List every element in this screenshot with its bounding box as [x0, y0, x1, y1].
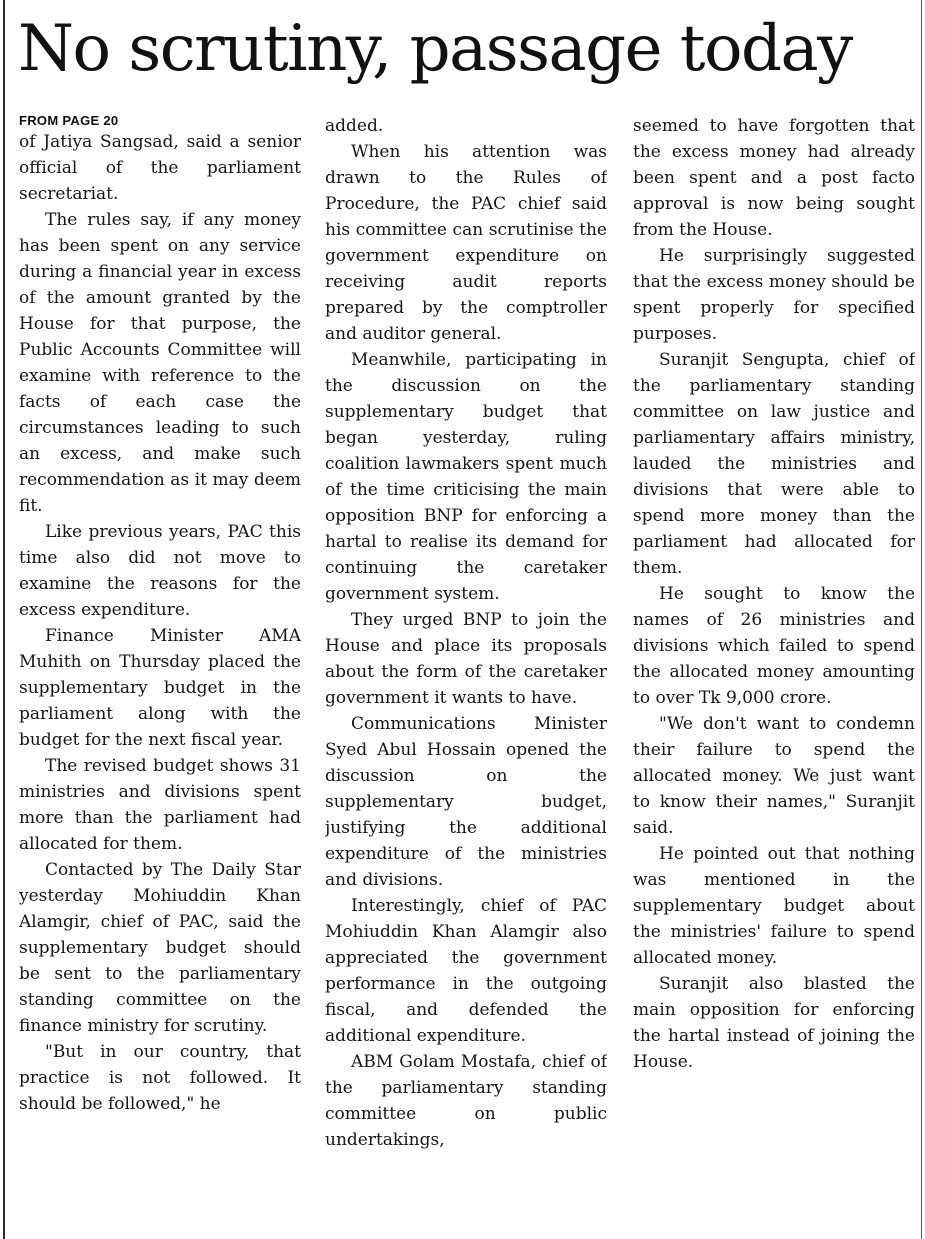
article-column-3 [633, 113, 915, 1235]
right-edge-rule [921, 0, 922, 1239]
paragraph: He surprisingly suggested that the excess money should be spent properly for specified purposes. [633, 246, 915, 344]
paragraph: Meanwhile, participating in the discussion on the supplementary budget that began yesterday, ruling coalition lawmakers spent much of the time criticising the main opposition BNP for enforcing a hartal to realise its demand for continuing the caretaker government system. [325, 350, 607, 604]
paragraph: ABM Golam Mostafa, chief of the parliamentary standing committee on public undertakings, [325, 1052, 607, 1150]
paragraph: added. [325, 116, 384, 136]
paragraph: They urged BNP to join the House and place its proposals about the form of the caretaker government it wants to have. [325, 610, 607, 708]
paragraph: When his attention was drawn to the Rules of Procedure, the PAC chief said his committee can scrutinise the government expenditure on receiving audit reports prepared by the comptroller and auditor general. [325, 142, 607, 344]
article-column-1 [19, 113, 301, 1235]
paragraph: The revised budget shows 31 ministries and divisions spent more than the parliament had allocated for them. [19, 756, 301, 854]
headline: No scrutiny, passage today [18, 12, 852, 86]
paragraph: The rules say, if any money has been spent on any service during a financial year in excess of the amount granted by the House for that purpose, the Public Accounts Committee will examine with reference to the facts of each case the circumstances leading to such an excess, and make such recommendation as it may deem fit. [19, 210, 301, 516]
paragraph: of Jatiya Sangsad, said a senior official of the parliament secretariat. [19, 132, 301, 204]
article-column-2 [325, 113, 607, 1235]
paragraph: Suranjit also blasted the main opposition for enforcing the hartal instead of joining the House. [633, 974, 915, 1072]
paragraph: Like previous years, PAC this time also did not move to examine the reasons for the excess expenditure. [19, 522, 301, 620]
paragraph: Interestingly, chief of PAC Mohiuddin Khan Alamgir also appreciated the government performance in the outgoing fiscal, and defended the additional expenditure. [325, 896, 607, 1046]
paragraph: "We don't want to condemn their failure to spend the allocated money. We just want to know their names," Suranjit said. [633, 714, 915, 838]
continued-from-label: FROM PAGE 20 [19, 113, 119, 128]
paragraph: He pointed out that nothing was mentioned in the supplementary budget about the ministries' failure to spend allocated money. [633, 844, 915, 968]
paragraph: He sought to know the names of 26 ministries and divisions which failed to spend the allocated money amounting to over Tk 9,000 crore. [633, 584, 915, 708]
left-column-rule [3, 0, 5, 1239]
paragraph: Suranjit Sengupta, chief of the parliamentary standing committee on law justice and parliamentary affairs ministry, lauded the ministries and divisions that were able to spend more money than the parliament had allocated for them. [633, 350, 915, 578]
paragraph: Finance Minister AMA Muhith on Thursday placed the supplementary budget in the parliament along with the budget for the next fiscal year. [19, 626, 301, 750]
paragraph: seemed to have forgotten that the excess money had already been spent and a post facto approval is now being sought from the House. [633, 116, 915, 240]
paragraph: "But in our country, that practice is not followed. It should be followed," he [19, 1042, 301, 1114]
paragraph: Communications Minister Syed Abul Hossain opened the discussion on the supplementary budget, justifying the additional expenditure of the ministries and divisions. [325, 714, 607, 890]
paragraph: Contacted by The Daily Star yesterday Mohiuddin Khan Alamgir, chief of PAC, said the supplementary budget should be sent to the parliamentary standing committee on the finance ministry for scrutiny. [19, 860, 301, 1036]
